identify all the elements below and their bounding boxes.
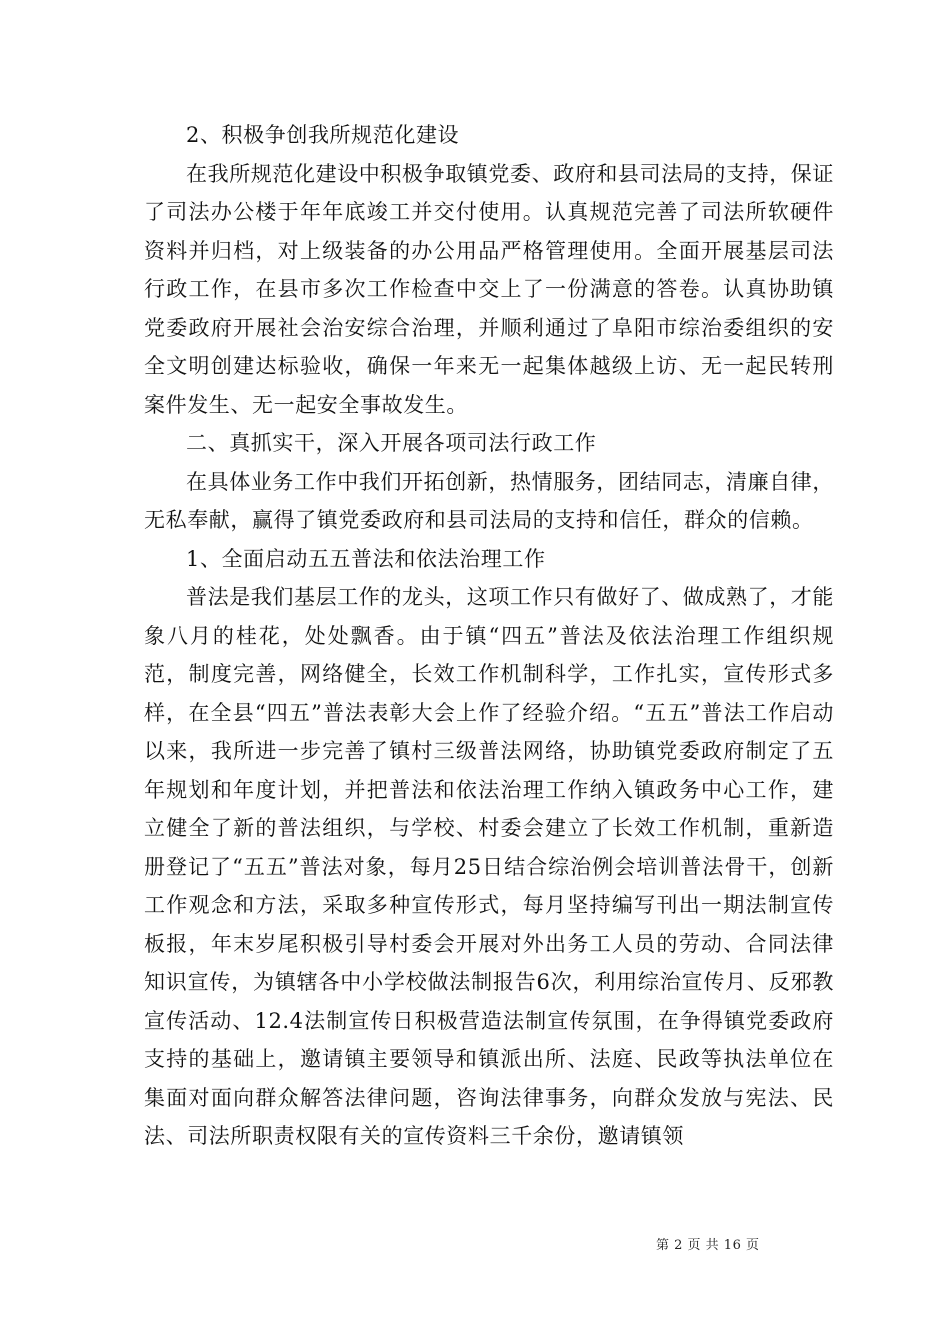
page-number-footer: 第 2 页 共 16 页 bbox=[656, 1238, 760, 1253]
paragraph-judicial-work: 在具体业务工作中我们开拓创新，热情服务，团结同志，清廉自律，无私奉献，赢得了镇党委政府和县司法局的支持和信任，群众的信赖。 bbox=[144, 469, 834, 532]
paragraph-legal-education: 普法是我们基层工作的龙头，这项工作只有做好了、做成熟了，才能象八月的桂花，处处飘香。由于镇“四五”普法及依法治理工作组织规范，制度完善，网络健全，长效工作机制科学，工作扎实，宣传形式多样，在全县“四五”普法表彰大会上作了经验介绍。“五五”普法工作启动以来，我所进一步完善了镇村三级普法网络，协助镇党委政府制定了五年规划和年度计划，并把普法和依法治理工作纳入镇政务中心工作，建立健全了新的普法组织，与学校、村委会建立了长效工作机制，重新造册登记了“五五”普法对象，每月25日结合综治例会培训普法骨干，创新工作观念和方法，采取多种宣传形式，每月坚持编写刊出一期法制宣传板报，年末岁尾积极引导村委会开展对外出务工人员的劳动、合同法律知识宣传，为镇辖各中小学校做法制报告6次，利用综治宣传月、反邪教宣传活动、12.4法制宣传日积极营造法制宣传氛围，在争得镇党委政府支持的基础上，邀请镇主要领导和镇派出所、法庭、民政等执法单位在集面对面向群众解答法律问题，咨询法律事务，向群众发放与宪法、民法、司法所职责权限有关的宣传资料三千余份，邀请镇领 bbox=[144, 585, 834, 1148]
document-body bbox=[144, 116, 834, 1156]
paragraph-standardization: 在我所规范化建设中积极争取镇党委、政府和县司法局的支持，保证了司法办公楼于年年底竣工并交付使用。认真规范完善了司法所软硬件资料并归档，对上级装备的办公用品严格管理使用。全面开展基层司法行政工作，在县市多次工作检查中交上了一份满意的答卷。认真协助镇党委政府开展社会治安综合治理，并顺利通过了阜阳市综治委组织的安全文明创建达标验收，确保一年来无一起集体越级上访、无一起民转刑案件发生、无一起安全事故发生。 bbox=[144, 161, 834, 417]
section-heading-standardization: 2、积极争创我所规范化建设 bbox=[186, 123, 460, 147]
section-heading-judicial-work: 二、真抓实干，深入开展各项司法行政工作 bbox=[186, 431, 597, 455]
section-heading-legal-education: 1、全面启动五五普法和依法治理工作 bbox=[186, 546, 546, 571]
